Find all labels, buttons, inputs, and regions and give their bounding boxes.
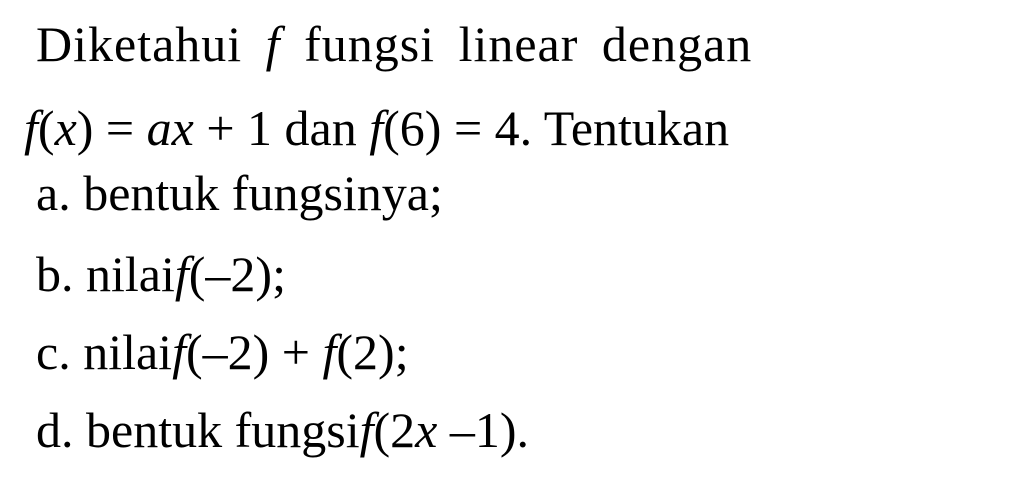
function-definition-line	[24, 98, 729, 158]
item-c-f: f	[172, 324, 186, 380]
tentukan-text: Tentukan	[543, 100, 730, 156]
item-a	[36, 163, 443, 223]
item-d-expr-close: –1).	[437, 402, 530, 458]
conjunction-dan: dan	[284, 100, 357, 156]
item-d-f: f	[359, 402, 374, 458]
item-d-label: d.	[36, 402, 74, 458]
item-c-text: nilai	[83, 324, 173, 380]
item-d	[36, 400, 529, 460]
item-c-expr1: (–2) +	[185, 324, 310, 380]
fx-f: f	[24, 100, 38, 156]
item-b-text: nilai	[86, 246, 175, 302]
item-a-label: a.	[36, 165, 71, 221]
item-d-text: bentuk fungsi	[86, 402, 360, 458]
item-c	[36, 322, 409, 382]
item-b-label: b.	[36, 246, 74, 302]
equals-four: = 4.	[453, 100, 533, 156]
problem-intro-line	[36, 14, 752, 74]
item-b-expr: (–2);	[188, 246, 286, 302]
item-c-f2: f	[322, 324, 337, 380]
item-c-label: c.	[36, 324, 71, 380]
f6-f: f	[369, 100, 384, 156]
item-a-text: bentuk fungsinya;	[83, 165, 443, 221]
function-symbol: f	[265, 16, 281, 72]
item-b	[36, 244, 286, 304]
f6-arg: (6)	[383, 100, 442, 156]
fx-close: )	[76, 100, 94, 156]
coef-a: a	[146, 100, 172, 156]
var-x: x	[171, 100, 194, 156]
item-d-x: x	[415, 402, 438, 458]
fx-open: (	[37, 100, 55, 156]
intro-text-part1: Diketahui	[36, 16, 243, 72]
item-c-expr2: (2);	[336, 324, 409, 380]
item-b-f: f	[174, 246, 189, 302]
equals-sign: =	[105, 100, 135, 156]
fx-x: x	[54, 100, 77, 156]
plus-one: + 1	[206, 100, 273, 156]
item-d-expr-open: (2	[373, 402, 416, 458]
intro-text-part2: fungsi linear dengan	[304, 16, 753, 72]
